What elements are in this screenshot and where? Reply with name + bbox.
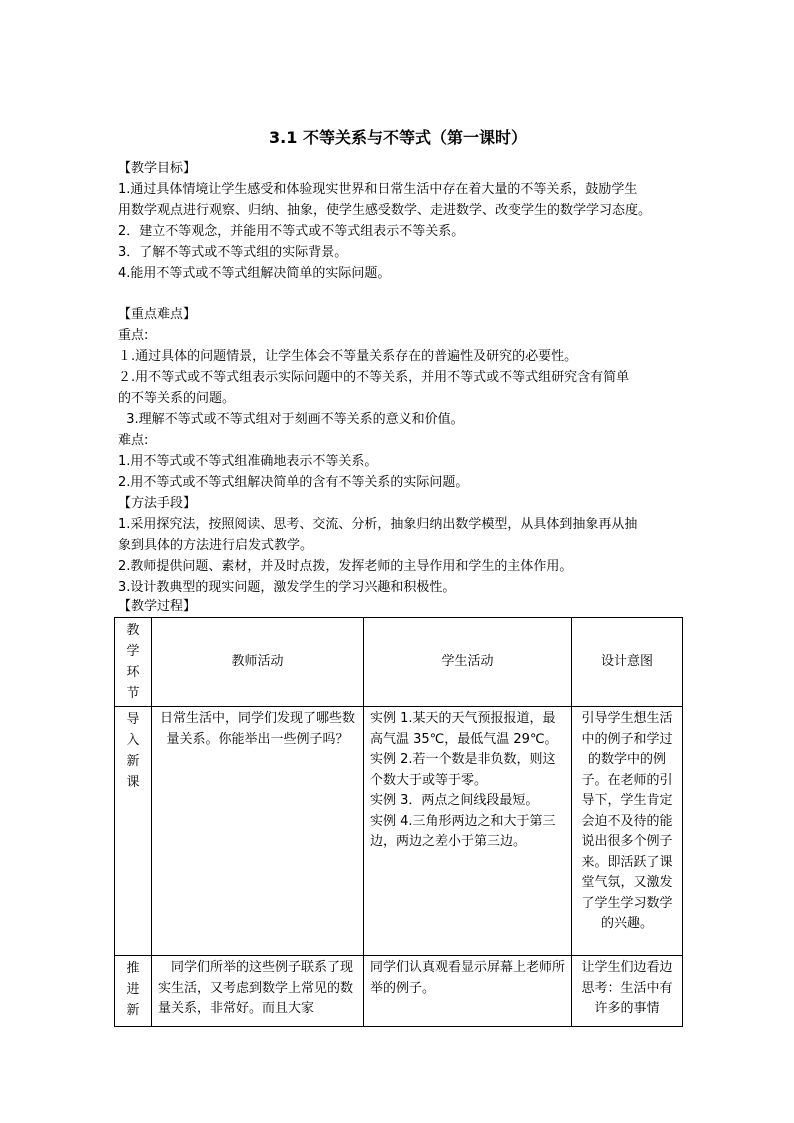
header-teacher: 教师活动	[152, 618, 364, 707]
header-student: 学生活动	[364, 618, 572, 707]
keypoints-heading: 【重点难点】	[118, 307, 197, 322]
student-activity: 同学们认真观看显示屏幕上老师所举的例子。	[364, 956, 572, 1027]
design-intent: 让学生们边看边思考：生活中有许多的事情	[572, 956, 683, 1027]
difficult-item: 2.用不等式或不等式组解决简单的含有不等关系的实际问题。	[118, 475, 469, 490]
objective-line: 4.能用不等式或不等式组解决简单的实际问题。	[118, 266, 391, 281]
teacher-activity: 日常生活中，同学们发现了哪些数量关系。你能举出一些例子吗？	[152, 707, 364, 956]
objective-line: 2．建立不等观念，并能用不等式或不等式组表示不等关系。	[118, 224, 465, 239]
process-heading: 【教学过程】	[118, 599, 197, 614]
objective-line: 1.通过具体情境让学生感受和体验现实世界和日常生活中存在着大量的不等关系，鼓励学生	[118, 182, 638, 197]
key-item: 的不等关系的问题。	[118, 391, 236, 406]
teacher-activity: 同学们所举的这些例子联系了现实生活，又考虑到数学上常见的数量关系，非常好。而且大家	[152, 956, 364, 1027]
methods-heading: 【方法手段】	[118, 496, 197, 511]
key-item: ２.用不等式或不等式组表示实际问题中的不等关系，并用不等式或不等式组研究含有简单	[118, 370, 630, 385]
key-item: １.通过具体的问题情景，让学生体会不等量关系存在的普遍性及研究的必要性。	[118, 349, 578, 364]
table-row	[115, 707, 683, 956]
row-stage	[115, 956, 152, 1027]
objective-line: 3．了解不等式或不等式组的实际背景。	[118, 245, 348, 260]
difficult-label: 难点:	[118, 433, 149, 448]
table-row	[115, 956, 683, 1027]
header-stage	[115, 618, 152, 707]
header-design: 设计意图	[572, 618, 683, 707]
method-line: 象到具体的方法进行启发式教学。	[118, 538, 314, 553]
document-title: 3.1 不等关系与不等式（第一课时）	[269, 128, 527, 147]
student-activity: 实例 1.某天的天气预报报道，最高气温 35℃，最低气温 29℃。 实例 2.若一个数是非负数，则这个数大于或等于零。 实例 3．两点之间线段最短。 实例 4.三角形两边之和大于第三边，两边之差小于第三边。	[364, 707, 572, 956]
key-label: 重点:	[118, 328, 149, 343]
row-stage	[115, 707, 152, 956]
objectives-heading: 【教学目标】	[118, 161, 197, 176]
design-intent: 引导学生想生活中的例子和学过的数学中的例子。在老师的引导下，学生肯定会迫不及待的能说出很多个例子来。即活跃了课堂气氛，又激发了学生学习数学的兴趣。	[572, 707, 683, 956]
teaching-process-table	[114, 617, 683, 1027]
difficult-item: 1.用不等式或不等式组准确地表示不等关系。	[118, 454, 378, 469]
row-stage-label: 导入新课	[126, 712, 140, 790]
method-line: 3.设计教典型的现实问题，激发学生的学习兴趣和积极性。	[118, 580, 456, 595]
method-line: 1.采用探究法，按照阅读、思考、交流、分析，抽象归纳出数学模型，从具体到抽象再从抽	[118, 517, 638, 532]
header-stage-label: 教学环节	[126, 623, 140, 701]
method-line: 2.教师提供问题、素材，并及时点拨，发挥老师的主导作用和学生的主体作用。	[118, 559, 573, 574]
key-item: 3.理解不等式或不等式组对于刻画不等关系的意义和价值。	[118, 412, 464, 427]
table-header-row	[115, 618, 683, 707]
objective-line: 用数学观点进行观察、归纳、抽象，使学生感受数学、走进数学、改变学生的数学学习态度。	[118, 203, 652, 218]
row-stage-label: 推进新	[126, 961, 140, 1018]
